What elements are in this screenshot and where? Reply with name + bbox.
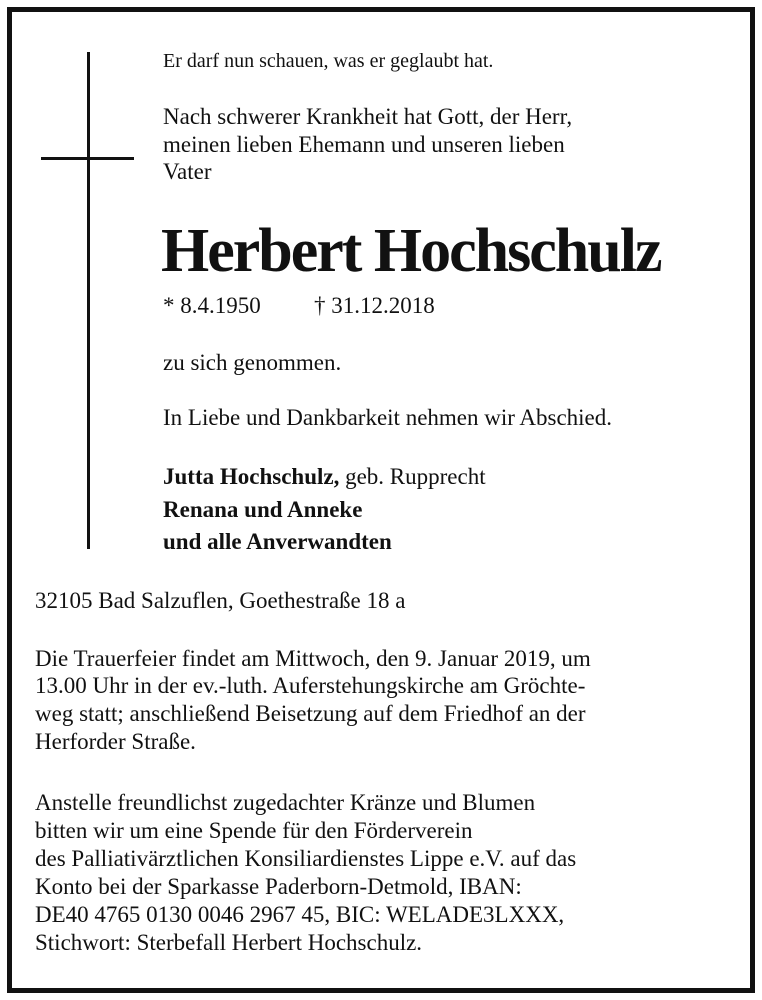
donation-line: Stichwort: Sterbefall Herbert Hochschulz. [35, 930, 423, 955]
mourner-wife [163, 464, 486, 490]
donation-line: Konto bei der Sparkasse Paderborn-Detmold, IBAN: [35, 874, 522, 899]
mourner-wife-maiden: geb. Rupprecht [339, 464, 486, 489]
cross-icon-horizontal [41, 157, 134, 160]
ceremony-line: Herforder Straße. [35, 729, 196, 754]
cross-icon-vertical [87, 52, 90, 549]
donation-line: Anstelle freundlichst zugedachter Kränze und Blumen [35, 790, 536, 815]
ceremony-line: 13.00 Uhr in der ev.-luth. Auferstehungskirche am Gröchte- [35, 673, 586, 698]
donation-line: bitten wir um eine Spende für den Förderverein [35, 818, 473, 843]
deceased-name: Herbert Hochschulz [161, 217, 661, 285]
birth-date: * 8.4.1950 [163, 293, 261, 318]
address: 32105 Bad Salzuflen, Goethestraße 18 a [35, 588, 406, 613]
mourner-children: Renana und Anneke [163, 497, 363, 522]
death-date: † 31.12.2018 [314, 293, 435, 318]
farewell-text: In Liebe und Dankbarkeit nehmen wir Abschied. [163, 405, 613, 430]
intro-line: Nach schwerer Krankheit hat Gott, der Herr, [163, 104, 573, 129]
ceremony-line: Die Trauerfeier findet am Mittwoch, den 9. Januar 2019, um [35, 646, 591, 671]
motto: Er darf nun schauen, was er geglaubt hat. [163, 50, 494, 72]
taken-text: zu sich genommen. [163, 350, 342, 375]
intro-line: meinen lieben Ehemann und unseren lieben [163, 132, 565, 157]
donation-line: DE40 4765 0130 0046 2967 45, BIC: WELADE3LXXX, [35, 902, 565, 927]
intro-line: Vater [163, 159, 212, 184]
mourner-relatives: und alle Anverwandten [163, 529, 392, 554]
donation-line: des Palliativärztlichen Konsiliardienstes Lippe e.V. auf das [35, 846, 577, 871]
mourner-wife-name: Jutta Hochschulz, [163, 464, 340, 489]
ceremony-line: weg statt; anschließend Beisetzung auf dem Friedhof an der [35, 701, 586, 726]
